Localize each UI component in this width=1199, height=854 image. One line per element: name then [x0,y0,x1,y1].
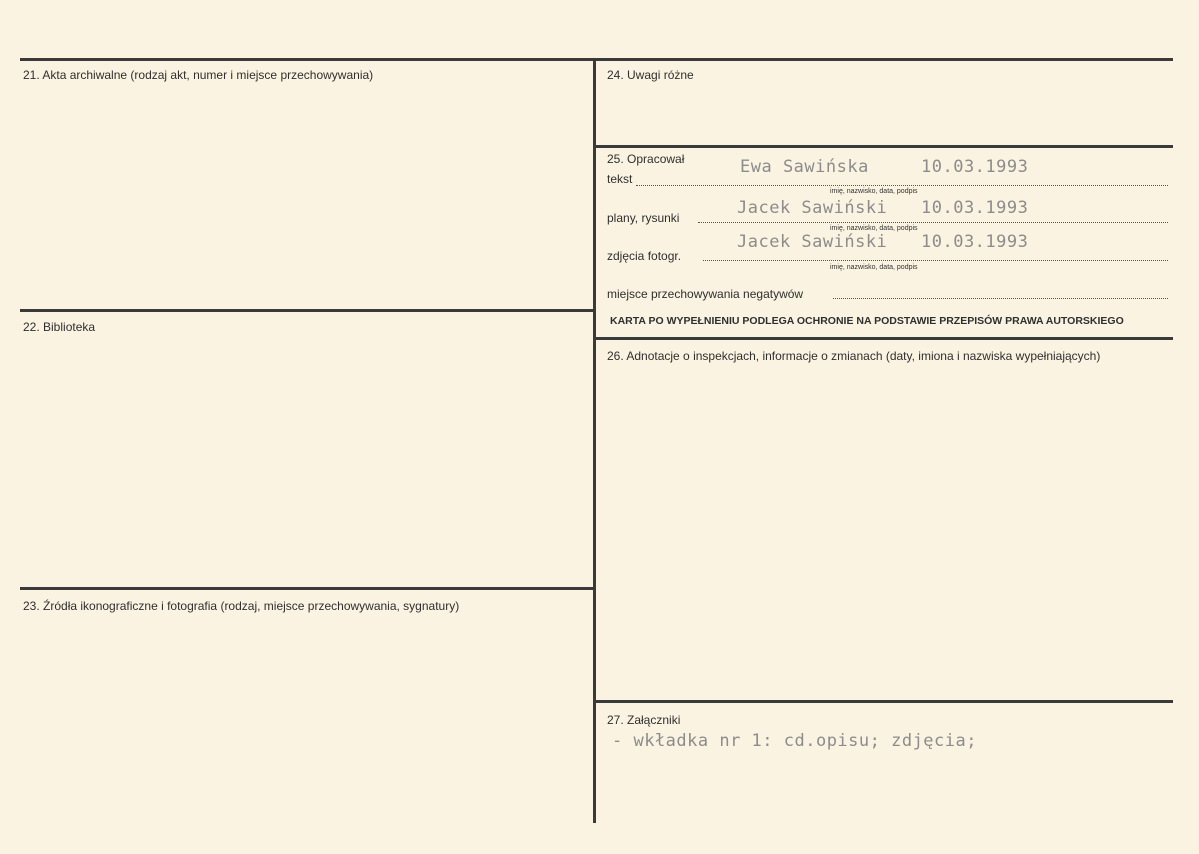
zdjecia-label: zdjęcia fotogr. [607,249,682,263]
plany-label: plany, rysunki [607,211,680,225]
center-divider [593,58,596,823]
plany-caption: imię, nazwisko, data, podpis [830,225,918,232]
negatives-line [833,298,1168,299]
zdjecia-caption: imię, nazwisko, data, podpis [830,264,918,271]
section-26-title: 26. Adnotacje o inspekcjach, informacje o zmianach (daty, imiona i nazwiska wypełniających) [607,349,1101,363]
top-rule [20,58,1173,61]
rule-22-23 [20,587,595,590]
section-25-title: 25. Opracował [607,152,685,166]
section-21-title: 21. Akta archiwalne (rodzaj akt, numer i miejsce przechowywania) [23,68,374,82]
section-27-title: 27. Załączniki [607,713,681,727]
zdjecia-typed-name: Jacek Sawiński [737,232,888,252]
attachments-typed-entry: - wkładka nr 1: cd.opisu; zdjęcia; [612,731,977,751]
negatives-label: miejsce przechowywania negatywów [607,287,804,301]
section-24-title: 24. Uwagi różne [607,68,694,82]
rule-21-22 [20,309,595,312]
section-22-title: 22. Biblioteka [23,320,96,334]
zdjecia-line [703,260,1168,261]
rule-26-27 [595,700,1173,703]
rule-25-26 [595,337,1173,340]
plany-typed-date: 10.03.1993 [921,198,1029,218]
rule-24-25 [595,145,1173,148]
tekst-typed-date: 10.03.1993 [921,157,1029,177]
tekst-typed-name: Ewa Sawińska [740,157,869,177]
tekst-label: tekst [607,172,633,186]
plany-line [698,222,1168,223]
tekst-line [636,185,1168,186]
tekst-caption: imię, nazwisko, data, podpis [830,188,918,195]
section-23-title: 23. Źródła ikonograficzne i fotografia (rodzaj, miejsce przechowywania, sygnatury) [23,599,460,613]
zdjecia-typed-date: 10.03.1993 [921,232,1029,252]
plany-typed-name: Jacek Sawiński [737,198,888,218]
copyright-notice: KARTA PO WYPEŁNIENIU PODLEGA OCHRONIE NA PODSTAWIE PRZEPISÓW PRAWA AUTORSKIEGO [610,315,1124,327]
